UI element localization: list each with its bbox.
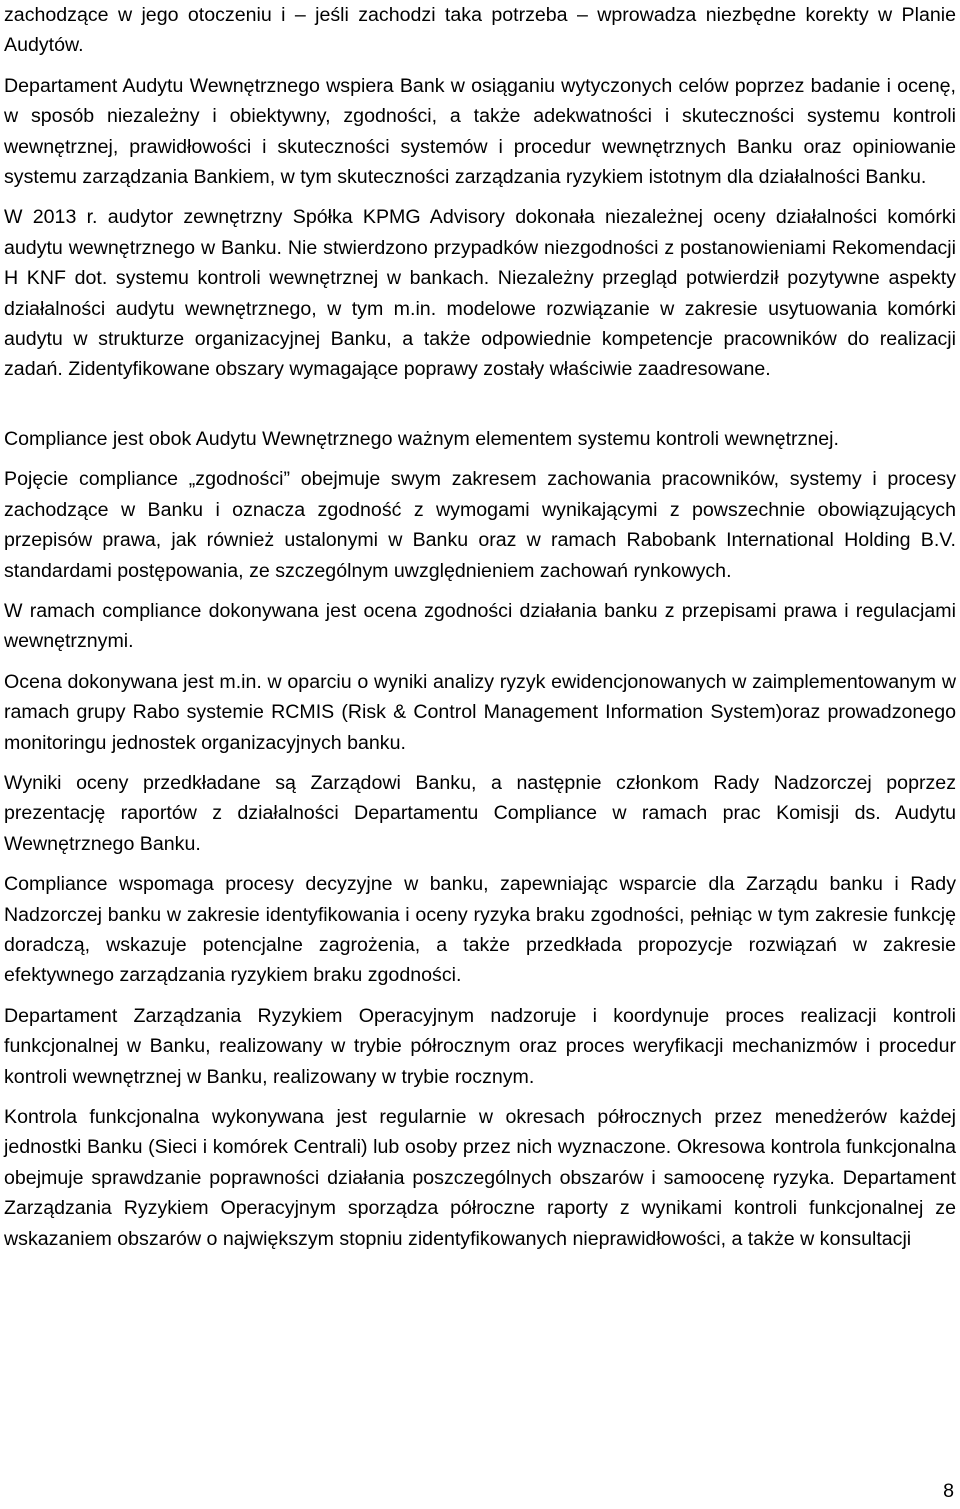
paragraph-ocena-zgodnosci: W ramach compliance dokonywana jest ocena zgodności działania banku z przepisami prawa i regulacjami wewnętrznymi. (4, 599, 956, 653)
paragraph-pojecie-compliance: Pojęcie compliance „zgodności” obejmuje swym zakresem zachowania pracowników, systemy i procesy zachodzące w Banku i oznacza zgodność z wymogami wynikającymi z powszechnie obowiązujących przepisów prawa, jak również ustalonymi w Banku oraz w ramach Rabobank International Holding B.V. standardami postępowania, ze szczególnym uwzględnieniem zachowań rynkowych. (4, 468, 956, 582)
paragraph-compliance-wspomaga: Compliance wspomaga procesy decyzyjne w banku, zapewniając wsparcie dla Zarządu banku i Rady Nadzorczej banku w zakresie identyfikowania i oceny ryzyka braku zgodności, pełniąc w tym zakresie funkcję doradczą, wskazuje potencjalne zagrożenia, a także przedkłada propozycje rozwiązań w zakresie efektywnego zarządzania ryzykiem braku zgodności. (4, 873, 956, 987)
paragraph-kpmg-advisory: W 2013 r. audytor zewnętrzny Spółka KPMG Advisory dokonała niezależnej oceny działalności komórki audytu wewnętrznego w Banku. Nie stwierdzono przypadków niezgodności z postanowieniami Rekomendacji H KNF dot. systemu kontroli wewnętrznej w bankach. Niezależny przegląd potwierdził pozytywne aspekty działalności audytu wewnętrznego, w tym m.in. modelowe rozwiązanie w zakresie usytuowania komórki audytu w strukturze organizacyjnej Banku, a także odpowiednie kompetencje pracowników do realizacji zadań. Zidentyfikowane obszary wymagające poprawy zostały właściwie zaadresowane. (4, 206, 956, 381)
paragraph-ryzyko-operacyjne: Departament Zarządzania Ryzykiem Operacyjnym nadzoruje i koordynuje proces realizacji kontroli funkcjonalnej w Banku, realizowany w trybie półrocznym oraz proces weryfikacji mechanizmów i procedur kontroli wewnętrznej w Banku, realizowany w trybie rocznym. (4, 1004, 956, 1088)
document-page (4, 0, 956, 1254)
paragraph-planie-audytow: zachodzące w jego otoczeniu i – jeśli zachodzi taka potrzeba – wprowadza niezbędne korekty w Planie Audytów. (4, 4, 956, 57)
paragraph-compliance-intro: Compliance jest obok Audytu Wewnętrznego ważnym elementem systemu kontroli wewnętrznej. (4, 427, 839, 450)
paragraph-rcmis: Ocena dokonywana jest m.in. w oparciu o wyniki analizy ryzyk ewidencjonowanych w zaimplementowanym w ramach grupy Rabo systemie RCMIS (Risk & Control Management Information System)oraz prowadzonego monitoringu jednostek organizacyjnych banku. (4, 670, 956, 754)
page-number: 8 (943, 1480, 954, 1502)
paragraph-departament-audytu: Departament Audytu Wewnętrznego wspiera Bank w osiąganiu wytyczonych celów poprzez badanie i ocenę, w sposób niezależny i obiektywny, zgodności, a także adekwatności i skuteczności systemu kontroli wewnętrznej, prawidłowości i skuteczności systemów i procedur wewnętrznych Banku oraz opiniowanie systemu zarządzania Bankiem, w tym skuteczności zarządzania ryzykiem istotnym dla działalności Banku. (4, 74, 956, 189)
paragraph-wyniki-oceny: Wyniki oceny przedkładane są Zarządowi Banku, a następnie członkom Rady Nadzorczej poprzez prezentację raportów z działalności Departamentu Compliance w ramach prac Komisji ds. Audytu Wewnętrznego Banku. (4, 771, 956, 855)
paragraph-kontrola-funkcjonalna: Kontrola funkcjonalna wykonywana jest regularnie w okresach półrocznych przez menedżerów każdej jednostki Banku (Sieci i komórek Centrali) lub osoby przez nich wyznaczone. Okresowa kontrola funkcjonalna obejmuje sprawdzanie poprawności działania poszczególnych obszarów i samoocenę ryzyka. Departament Zarządzania Ryzykiem Operacyjnym sporządza półroczne raporty z wynikami kontroli funkcjonalnej ze wskazaniem obszarów o największym stopniu zidentyfikowanych nieprawidłowości, a także w konsultacji (4, 1106, 956, 1250)
